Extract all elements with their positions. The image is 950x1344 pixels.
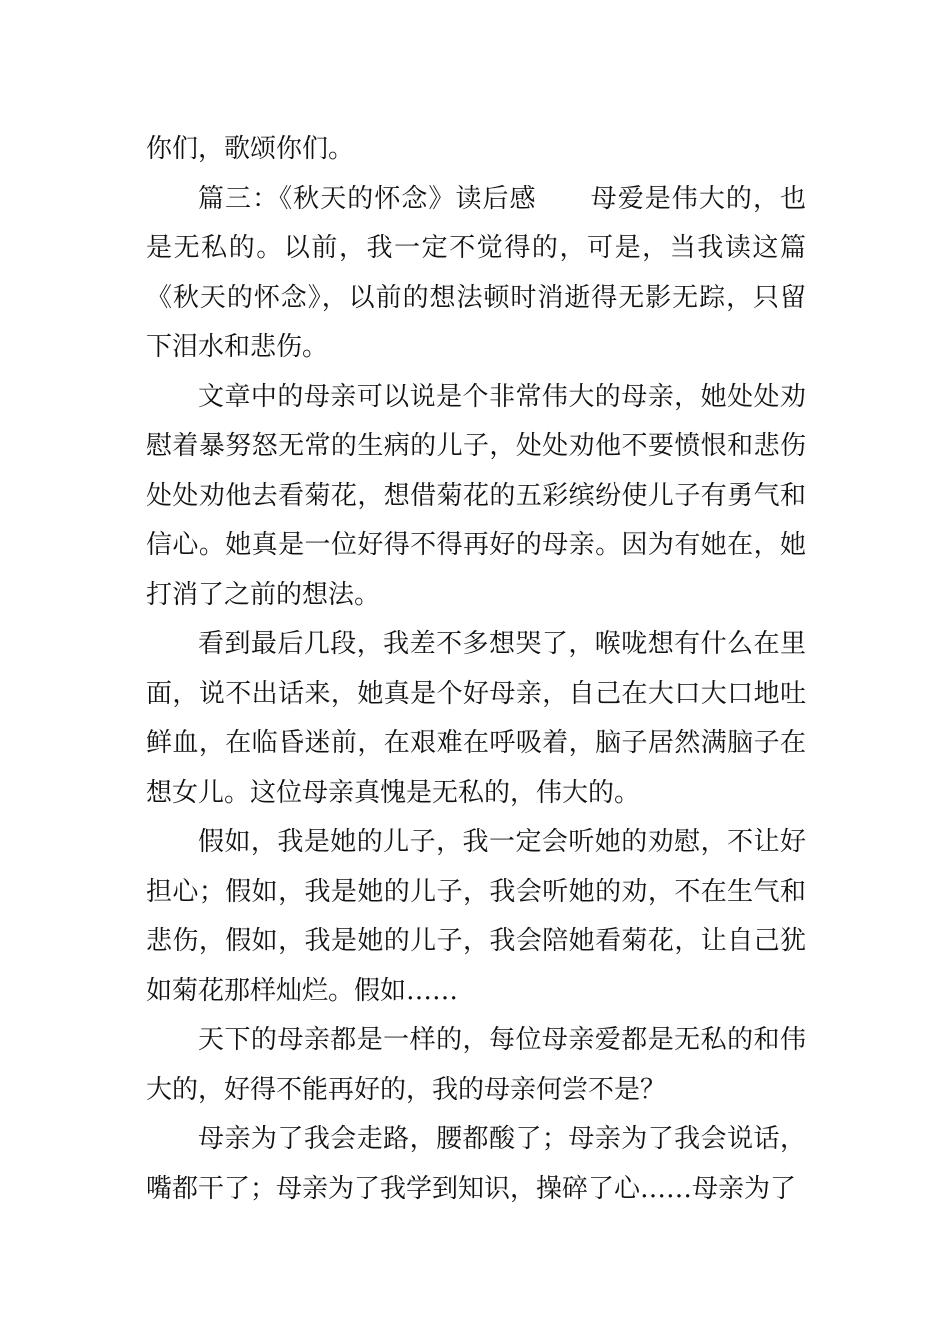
paragraph-continuation: 你们，歌颂你们。 [146,134,355,164]
paragraph-section-three-intro: 篇三：《秋天的怀念》读后感 母爱是伟大的，也是无私的。以前，我一定不觉得的，可是，当我读这篇《秋天的怀念》，以前的想法顿时消逝得无影无踪，只留下泪水和悲伤。 [146,183,806,362]
paragraph-last-sections: 看到最后几段，我差不多想哭了，喉咙想有什么在里面，说不出话来，她真是个好母亲，自己在大口大口地吐鲜血，在临昏迷前，在艰难在呼吸着，脑子居然满脑子在想女儿。这位母亲真愧是无私的，伟大的。 [146,629,806,808]
document-body [146,125,806,1214]
paragraph-if-i-were-son: 假如，我是她的儿子，我一定会听她的劝慰，不让好担心；假如，我是她的儿子，我会听她的劝，不在生气和悲伤，假如，我是她的儿子，我会陪她看菊花，让自己犹如菊花那样灿烂。假如…… [146,827,806,1006]
paragraph-all-mothers: 天下的母亲都是一样的，每位母亲爱都是无私的和伟大的，好得不能再好的，我的母亲何尝不是？ [146,1025,806,1105]
paragraph-my-mother: 母亲为了我会走路，腰都酸了；母亲为了我会说话，嘴都干了；母亲为了我学到知识，操碎了心……母亲为了 [146,1124,806,1204]
paragraph-mother-description: 文章中的母亲可以说是个非常伟大的母亲，她处处劝慰着暴努怒无常的生病的儿子，处处劝他不要愤恨和悲伤处处劝他去看菊花，想借菊花的五彩缤纷使儿子有勇气和信心。她真是一位好得不得再好的母亲。因为有她在，她打消了之前的想法。 [146,381,806,610]
